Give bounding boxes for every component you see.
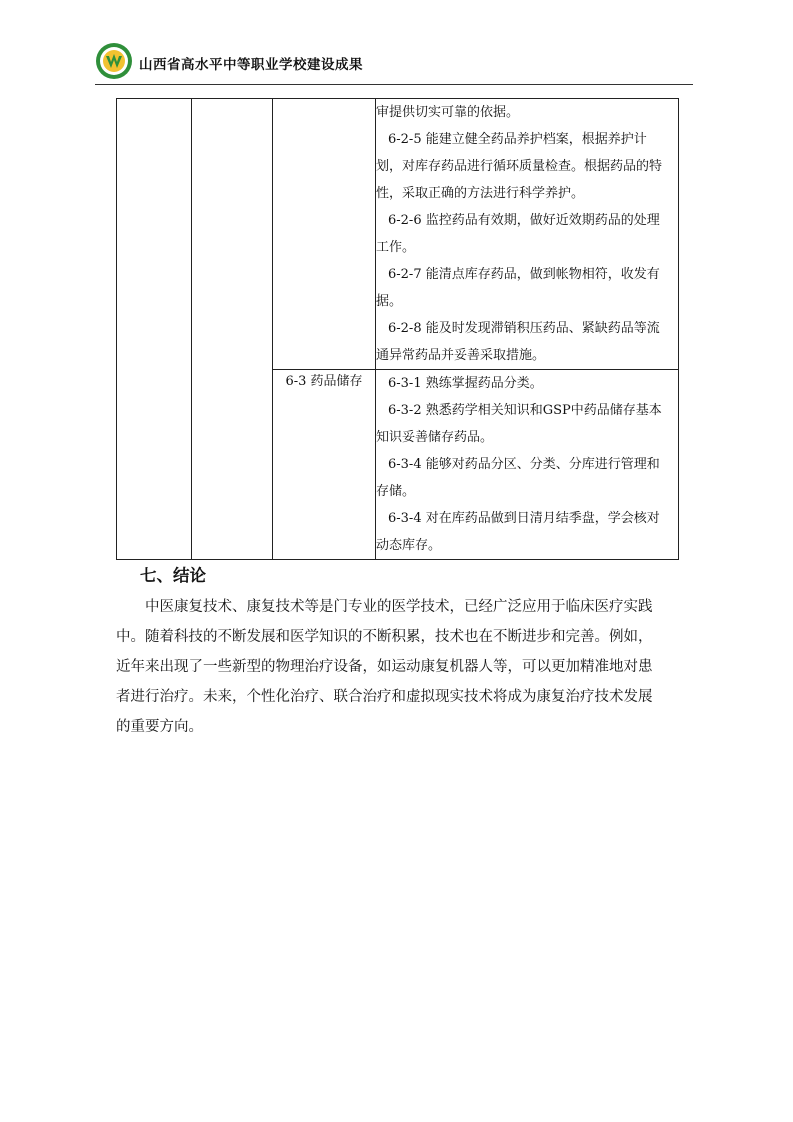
text-line: 中。随着科技的不断发展和医学知识的不断积累，技术也在不断进步和完善。例如， [116,629,653,645]
text-line: 6-2-6 监控药品有效期，做好近效期药品的处理 [388,213,660,228]
text-line: 6-3-4 能够对药品分区、分类、分库进行管理和 [388,457,660,472]
text-line: 6-2-8 能及时发现滞销积压药品、紧缺药品等流 [388,321,660,336]
text-line: 工作。 [376,240,416,255]
header-divider [95,84,693,85]
table-cell-empty [273,99,376,370]
text-line: 6-3-1 熟练掌握药品分类。 [388,376,543,391]
row1-lines [376,99,678,369]
table-cell-empty [117,99,192,560]
text-line: 动态库存。 [376,538,442,553]
text-line: 者进行治疗。未来，个性化治疗、联合治疗和虚拟现实技术将成为康复治疗技术发展 [116,689,653,705]
text-line: 据。 [376,294,403,309]
table-cell-content [376,370,679,560]
text-line: 审提供切实可靠的依据。 [376,105,520,120]
text-line: 划，对库存药品进行循环质量检查。根据药品的特 [376,159,663,174]
row2-lines [376,370,678,559]
text-line: 通异常药品并妥善采取措施。 [376,348,546,363]
text-line: 6-2-7 能清点库存药品，做到帐物相符，收发有 [388,267,660,282]
table-cell-label: 6-3 药品储存 [273,370,376,560]
text-line: 6-2-5 能建立健全药品养护档案，根据养护计 [388,132,647,147]
text-line: 6-3-4 对在库药品做到日清月结季盘，学会核对 [388,511,660,526]
conclusion-paragraph [116,592,696,742]
table-cell-empty [192,99,273,560]
text-line: 中医康复技术、康复技术等是门专业的医学技术，已经广泛应用于临床医疗实践 [145,599,653,615]
section-title: 七、结论 [140,566,206,585]
competency-table [116,98,679,560]
text-line: 6-3-2 熟悉药学相关知识和GSP中药品储存基本 [388,403,662,418]
table-cell-content [376,99,679,370]
text-line: 性，采取正确的方法进行科学养护。 [376,186,585,201]
text-line: 的重要方向。 [116,719,203,735]
text-line: 知识妥善储存药品。 [376,430,494,445]
text-line: 近年来出现了一些新型的物理治疗设备，如运动康复机器人等，可以更加精准地对患 [116,659,653,675]
table-row [117,99,679,370]
text-line: 存储。 [376,484,416,499]
school-logo-icon [95,42,133,80]
header-title: 山西省高水平中等职业学校建设成果 [139,57,363,73]
page-header [95,42,695,86]
